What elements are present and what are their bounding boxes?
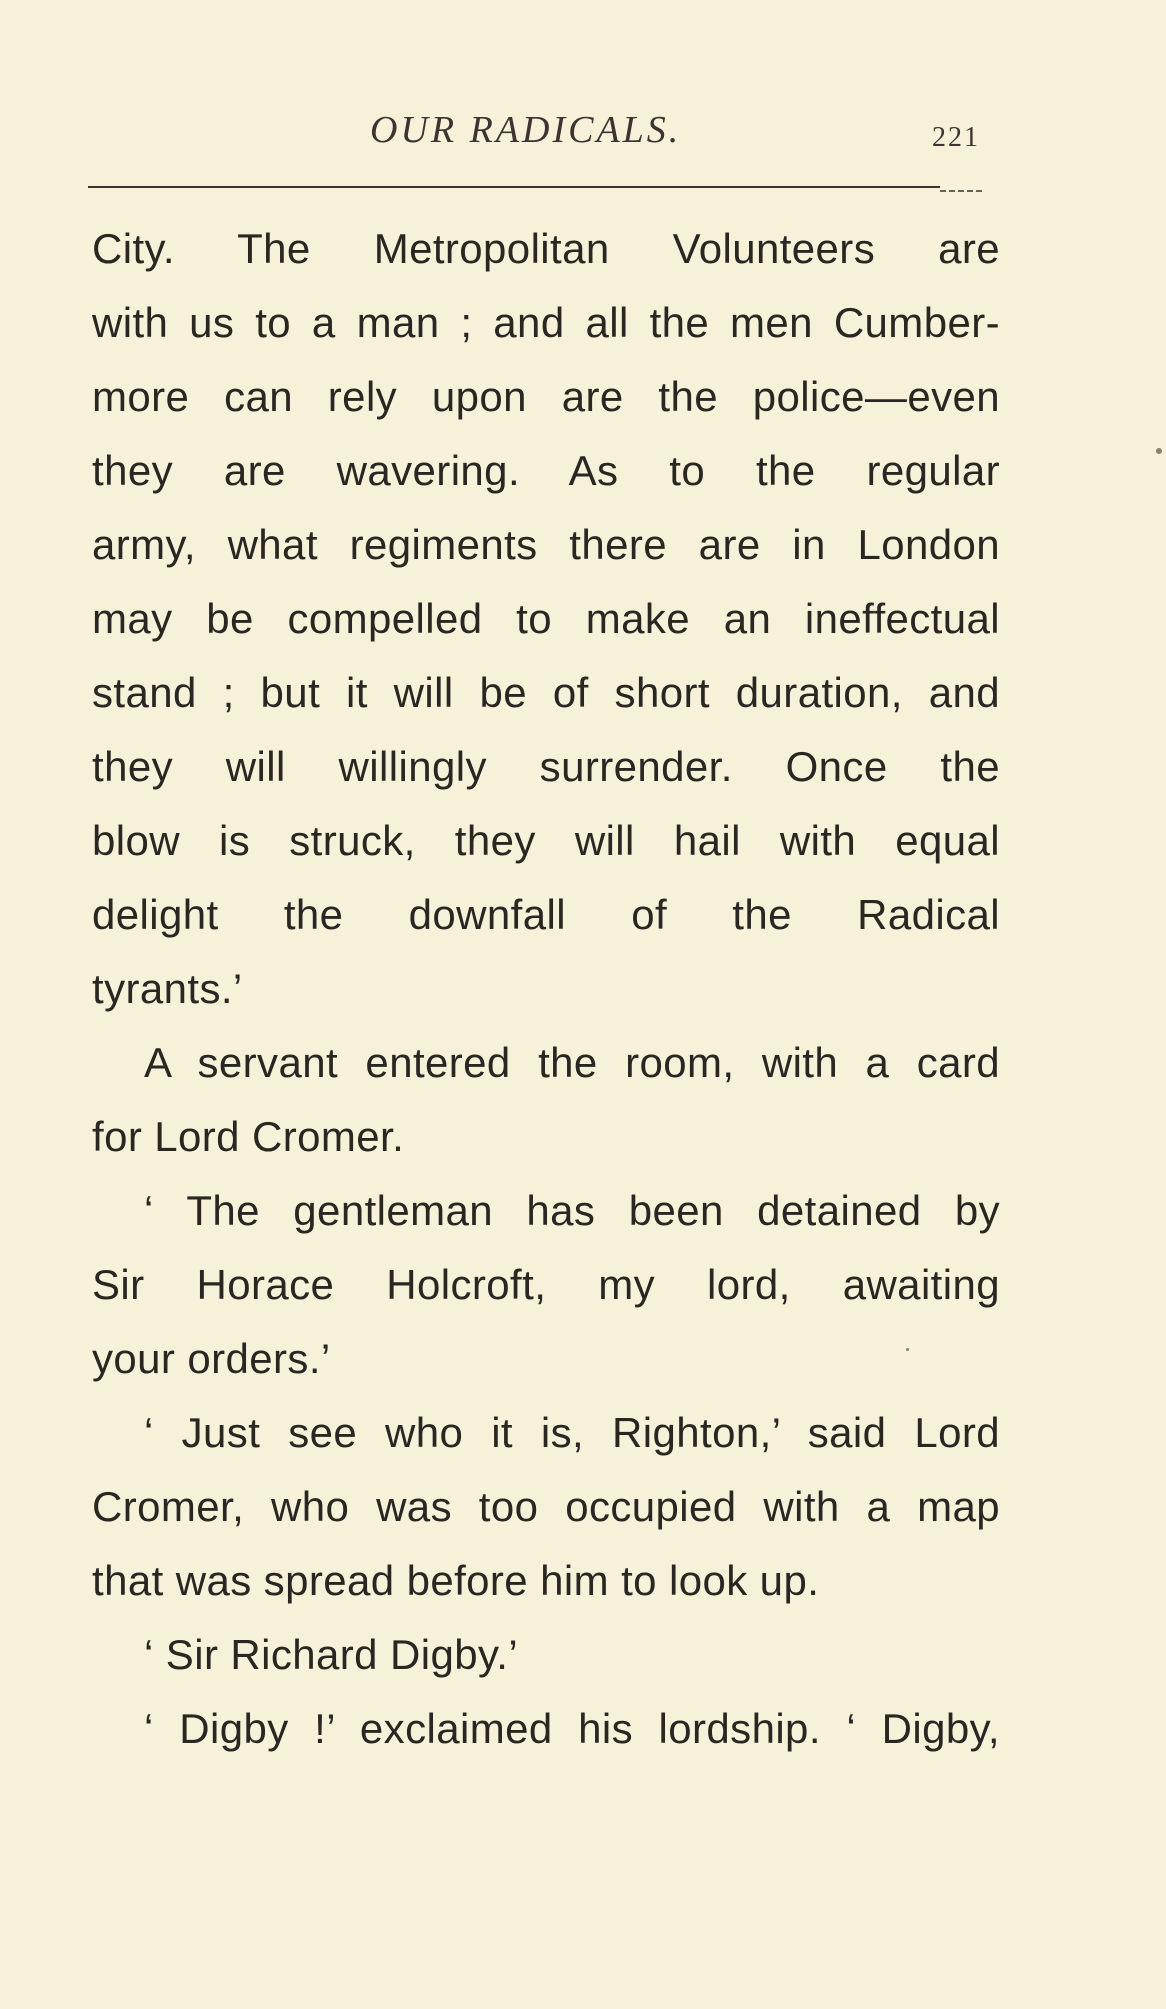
text-line: they will willingly surrender. Once the [92,743,1000,790]
text-line: ‘ Just see who it is, Righton,’ said Lord [144,1409,1000,1456]
text-line: that was spread before him to look up. [92,1557,820,1604]
text-line: for Lord Cromer. [92,1113,405,1160]
text-line: army, what regiments there are in London [92,521,1000,568]
header-rule-tail [940,190,982,193]
text-line: ‘ The gentleman has been detained by [144,1187,1000,1234]
text-line: may be compelled to make an ineffectual [92,595,1000,642]
page-number: 221 [932,122,980,153]
text-line: stand ; but it will be of short duration, and [92,669,1000,716]
text-line: with us to a man ; and all the men Cumber- [92,299,1000,346]
running-title: OUR RADICALS. [370,109,682,151]
text-line: they are wavering. As to the regular [92,447,1000,494]
text-line: Cromer, who was too occupied with a map [92,1483,1000,1530]
text-line: ‘ Sir Richard Digby.’ [144,1631,519,1678]
text-line: ‘ Digby !’ exclaimed his lordship. ‘ Digby, [144,1705,1000,1752]
text-line: blow is struck, they will hail with equal [92,817,1000,864]
text-line: more can rely upon are the police—even [92,373,1000,420]
text-line: City. The Metropolitan Volunteers are [92,225,1000,272]
text-line: Sir Horace Holcroft, my lord, awaiting [92,1261,1000,1308]
header-rule [88,186,940,188]
paper-speck [906,1348,909,1351]
text-line: delight the downfall of the Radical [92,891,1000,938]
text-line: A servant entered the room, with a card [144,1039,1000,1086]
paper-speck [1156,448,1162,454]
text-line: tyrants.’ [92,965,243,1012]
body-text [92,212,1000,1766]
text-line: your orders.’ [92,1335,331,1382]
